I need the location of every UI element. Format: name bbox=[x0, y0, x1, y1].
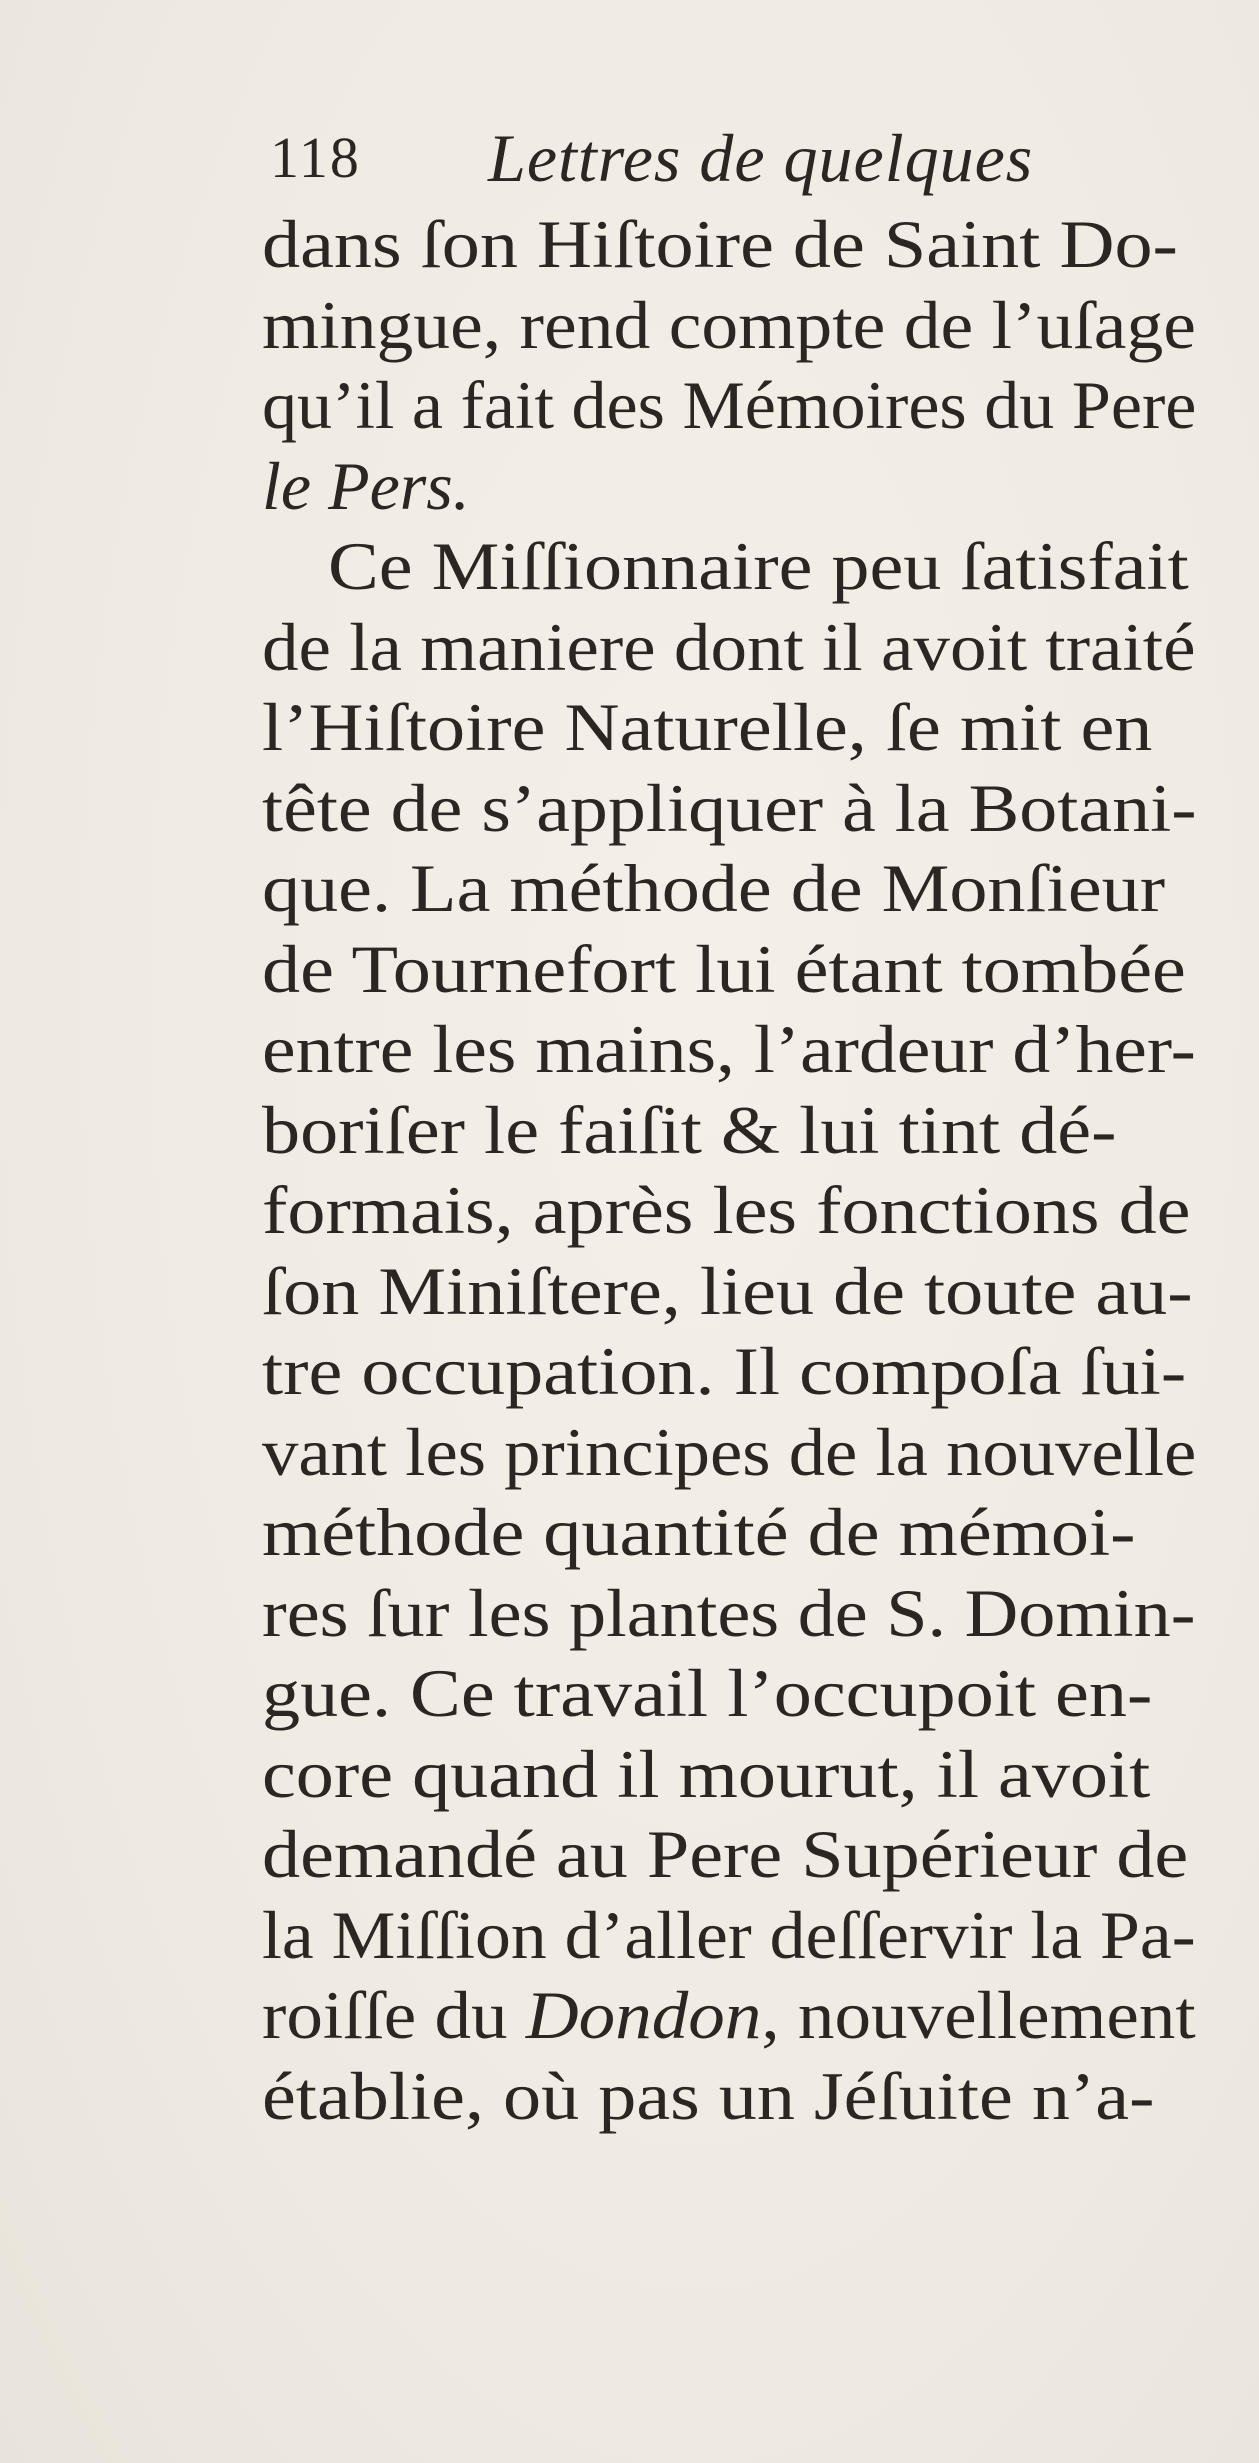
text-line bbox=[262, 1090, 1116, 1170]
text-line bbox=[262, 1492, 1135, 1572]
text-line-content: Ce Miſſionnaire peu ſatisfait bbox=[328, 528, 1189, 604]
text-line-content: roiſſe du bbox=[262, 1977, 526, 2053]
text-line bbox=[262, 1734, 1150, 1814]
text-line-content: de Tournefort lui étant tombée bbox=[262, 930, 1186, 1007]
text-line bbox=[262, 204, 1178, 284]
text-line bbox=[262, 2056, 1154, 2136]
text-line-italic: Dondon bbox=[525, 1977, 762, 2053]
text-line bbox=[328, 526, 1189, 606]
text-line-content: res ſur les plantes de S. Domin- bbox=[262, 1574, 1196, 1651]
text-line-content: la Miſſion d’aller deſſervir la Pa- bbox=[262, 1896, 1196, 1973]
text-line-content: que. La méthode de Monſieur bbox=[262, 850, 1166, 926]
text-line bbox=[262, 365, 1196, 445]
running-title: Lettres de quelques bbox=[488, 120, 1034, 196]
text-line-content: dans ſon Hiſtoire de Saint Do- bbox=[262, 206, 1178, 282]
text-line bbox=[262, 1573, 1195, 1653]
text-line-content: le Pers. bbox=[262, 447, 470, 524]
text-line bbox=[262, 446, 470, 526]
text-line-content: vant les principes de la nouvelle bbox=[262, 1413, 1197, 1490]
text-line bbox=[262, 1331, 1186, 1411]
text-line-content: établie, où pas un Jéſuite n’a- bbox=[262, 2057, 1155, 2134]
text-line bbox=[262, 1170, 1190, 1250]
text-line bbox=[262, 929, 1186, 1009]
text-line-content: tre occupation. Il compoſa ſui- bbox=[262, 1333, 1187, 1409]
text-line bbox=[262, 687, 1152, 767]
text-line bbox=[262, 1412, 1196, 1492]
text-line-content: gue. Ce travail l’occupoit en- bbox=[262, 1655, 1153, 1731]
text-line-content: méthode quantité de mémoi- bbox=[262, 1494, 1136, 1570]
text-line bbox=[262, 1975, 1196, 2055]
text-line bbox=[262, 1653, 1152, 1733]
text-line bbox=[262, 607, 1196, 687]
text-line bbox=[262, 1009, 1196, 1089]
text-line-content: core quand il mourut, il avoit bbox=[262, 1735, 1151, 1812]
text-line-content: formais, après les fonctions de bbox=[262, 1172, 1191, 1248]
text-line bbox=[262, 1814, 1188, 1894]
text-line-content: boriſer le faiſit & lui tint dé- bbox=[262, 1091, 1117, 1168]
text-line-content: l’Hiſtoire Naturelle, ſe mit en bbox=[262, 689, 1153, 765]
text-line bbox=[262, 1251, 1193, 1331]
text-line bbox=[262, 768, 1197, 848]
text-line bbox=[262, 848, 1165, 928]
text-line-content: mingue, rend compte de l’uſage bbox=[262, 286, 1196, 363]
text-line bbox=[262, 1895, 1196, 1975]
text-line-content: de la maniere dont il avoit traité bbox=[262, 608, 1196, 685]
text-line-content: demandé au Pere Supérieur de bbox=[262, 1816, 1189, 1892]
text-line-content: , nouvellement bbox=[761, 1977, 1196, 2053]
text-line-content: ſon Miniſtere, lieu de toute au- bbox=[262, 1252, 1193, 1329]
text-line-content: entre les mains, l’ardeur d’her- bbox=[262, 1011, 1196, 1087]
text-line-content: tête de s’appliquer à la Botani- bbox=[262, 769, 1197, 846]
page-number: 118 bbox=[270, 125, 361, 190]
text-line-content: qu’il a fait des Mémoires du Pere bbox=[262, 367, 1197, 443]
text-line bbox=[262, 285, 1196, 365]
